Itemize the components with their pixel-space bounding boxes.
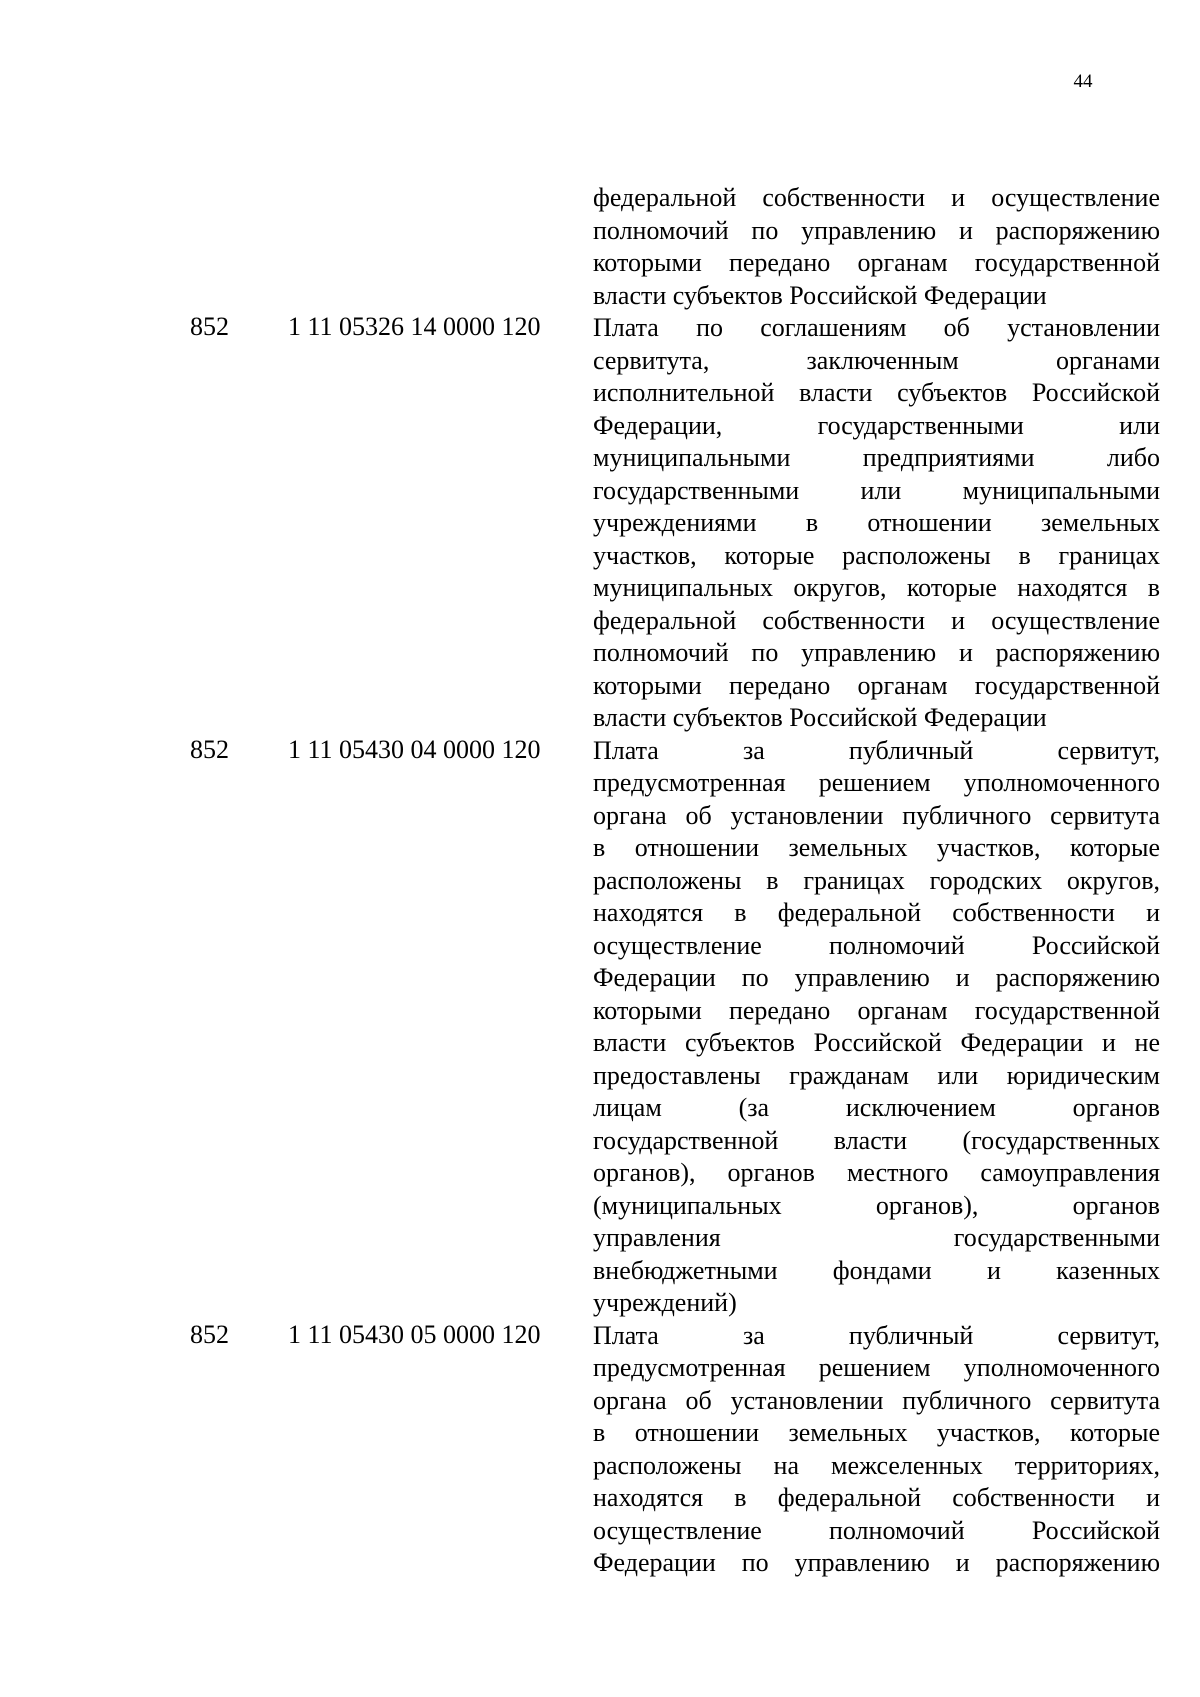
description-line: в отношении земельных участков, которые <box>593 1418 1160 1447</box>
description-line: исполнительной власти субъектов Российской <box>593 378 1160 407</box>
description-line: учреждениями в отношении земельных <box>593 508 1160 537</box>
revenue-description <box>593 312 1160 735</box>
description-line: участков, которые расположены в границах <box>593 540 1160 570</box>
description-line: Федерации по управлению и распоряжению <box>593 963 1160 992</box>
description-line: осуществление полномочий Российской <box>593 1515 1160 1545</box>
table-row <box>0 1320 1200 1580</box>
description-line: предоставлены гражданам или юридическим <box>593 1060 1160 1090</box>
description-line: муниципальных округов, которые находятся в <box>593 573 1160 602</box>
description-line: находятся в федеральной собственности и <box>593 1483 1160 1512</box>
description-line: органа об установлении публичного сервитута <box>593 1385 1160 1415</box>
description-line: учреждений) <box>593 1288 737 1317</box>
description-line: Федерации, государственными или <box>593 410 1160 440</box>
description-line: которыми передано органам государственной <box>593 248 1160 277</box>
description-line: Плата по соглашениям об установлении <box>593 313 1160 342</box>
description-line: муниципальными предприятиями либо <box>593 443 1160 472</box>
description-line: власти субъектов Российской Федерации <box>593 703 1047 732</box>
description-line: Федерации по управлению и распоряжению <box>593 1548 1160 1577</box>
description-line: предусмотренная решением уполномоченного <box>593 768 1160 797</box>
description-line: расположены на межселенных территориях, <box>593 1450 1160 1480</box>
description-line: органа об установлении публичного сервитута <box>593 800 1160 830</box>
description-line: Плата за публичный сервитут, <box>593 735 1160 765</box>
admin-code: 852 <box>190 1319 229 1349</box>
admin-code: 852 <box>190 312 229 341</box>
description-line: управления государственными <box>593 1223 1160 1252</box>
description-line: (муниципальных органов), органов <box>593 1190 1160 1220</box>
description-line: предусмотренная решением уполномоченного <box>593 1353 1160 1382</box>
description-line: органов), органов местного самоуправления <box>593 1158 1160 1187</box>
budget-classification-code: 1 11 05326 14 0000 120 <box>288 312 541 341</box>
description-line: полномочий по управлению и распоряжению <box>593 215 1160 245</box>
budget-classification-code: 1 11 05430 05 0000 120 <box>288 1319 541 1349</box>
description-line: в отношении земельных участков, которые <box>593 833 1160 862</box>
description-line: государственными или муниципальными <box>593 475 1160 505</box>
description-line: сервитута, заключенным органами <box>593 345 1160 375</box>
description-line: федеральной собственности и осуществление <box>593 183 1160 212</box>
description-line: расположены в границах городских округов, <box>593 865 1160 895</box>
description-line: полномочий по управлению и распоряжению <box>593 638 1160 667</box>
description-line: осуществление полномочий Российской <box>593 930 1160 960</box>
table-row <box>0 735 1200 1320</box>
budget-classification-code: 1 11 05430 04 0000 120 <box>288 734 541 764</box>
description-line: которыми передано органам государственной <box>593 670 1160 700</box>
revenue-description <box>593 735 1160 1320</box>
description-line: власти субъектов Российской Федерации <box>593 280 1047 310</box>
description-line: Плата за публичный сервитут, <box>593 1320 1160 1350</box>
revenue-description <box>593 182 1160 312</box>
description-line: власти субъектов Российской Федерации и не <box>593 1028 1160 1057</box>
description-line: лицам (за исключением органов <box>593 1093 1160 1122</box>
table-row <box>0 182 1200 312</box>
description-line: федеральной собственности и осуществление <box>593 605 1160 635</box>
page-number: 44 <box>1073 71 1093 92</box>
description-line: государственной власти (государственных <box>593 1125 1160 1155</box>
revenue-code-table <box>0 182 1200 1580</box>
description-line: находятся в федеральной собственности и <box>593 898 1160 927</box>
revenue-description <box>593 1320 1160 1580</box>
description-line: внебюджетными фондами и казенных <box>593 1255 1160 1285</box>
admin-code: 852 <box>190 734 229 764</box>
table-row <box>0 312 1200 735</box>
description-line: которыми передано органам государственной <box>593 995 1160 1025</box>
